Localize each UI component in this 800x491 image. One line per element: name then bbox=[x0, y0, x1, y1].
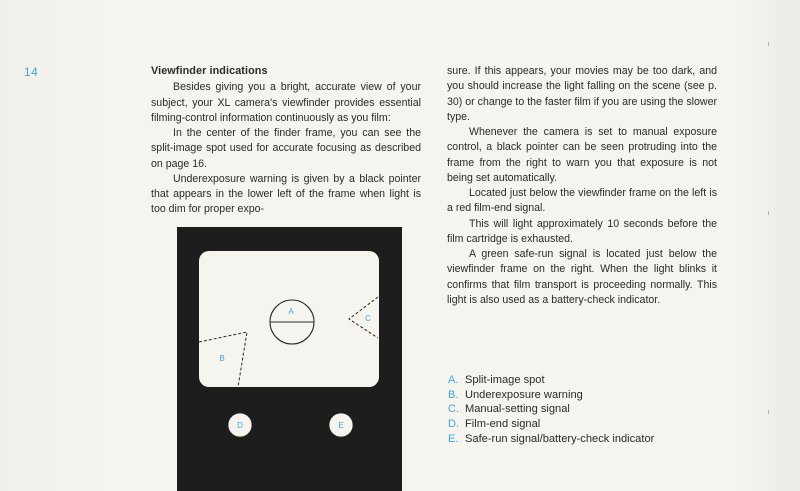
viewfinder-illustration bbox=[177, 227, 402, 491]
legend-letter-d: D. bbox=[448, 418, 460, 431]
legend-label-e: Safe-run signal/battery-check indicator bbox=[465, 432, 655, 445]
manual-exposure-paragraph: Whenever the camera is set to manual exposure control, a black pointer can be seen protruding into the frame from the right to warn you that exposure is not being set automatically. bbox=[447, 126, 717, 184]
split-image-paragraph: In the center of the finder frame, you can see the split-image spot used for accurate focusing as described on page 16. bbox=[151, 127, 421, 170]
safe-run-signal bbox=[329, 413, 353, 437]
intro-paragraph: Besides giving you a bright, accurate view of your subject, your XL camera's viewfinder provides essential filming-control information continuously as you film: bbox=[151, 81, 421, 124]
safe-run-paragraph: A green safe-run signal is located just below the viewfinder frame on the right. When the light blinks it confirms that film transport is proceeding normally. This light is also used as a battery-check indicator. bbox=[447, 248, 717, 306]
legend-letter-b: B. bbox=[448, 388, 459, 401]
legend-label-b: Underexposure warning bbox=[465, 388, 583, 401]
page-edge-mark bbox=[768, 211, 769, 215]
page-number: 14 bbox=[24, 65, 39, 79]
diagram-legend bbox=[448, 373, 718, 447]
marker-a-label: A bbox=[288, 307, 294, 316]
film-end-signal bbox=[228, 413, 252, 437]
section-heading: Viewfinder indications bbox=[151, 65, 268, 77]
page-edge-mark bbox=[768, 410, 769, 414]
page-edge-mark bbox=[768, 42, 769, 46]
legend-label-d: Film-end signal bbox=[465, 418, 541, 431]
viewfinder-diagram bbox=[177, 227, 402, 491]
underexposure-paragraph: Underexposure warning is given by a black pointer that appears in the lower left of the frame when light is too dim for proper expo- bbox=[151, 172, 421, 216]
legend-item-c bbox=[448, 402, 718, 417]
legend-item-b bbox=[448, 388, 718, 403]
legend-label-a: Split-image spot bbox=[465, 374, 545, 386]
film-end-timing-paragraph: This will light approximately 10 seconds before the film cartridge is exhausted. bbox=[447, 217, 717, 245]
marker-e-label: E bbox=[338, 421, 344, 430]
legend-label-c: Manual-setting signal bbox=[465, 403, 570, 416]
marker-b-label: B bbox=[219, 354, 225, 363]
legend-letter-a: A. bbox=[448, 374, 459, 386]
marker-d-label: D bbox=[237, 421, 243, 430]
left-column bbox=[151, 64, 421, 218]
right-column bbox=[447, 64, 717, 308]
viewfinder-screen bbox=[199, 251, 379, 387]
film-end-paragraph: Located just below the viewfinder frame on the left is a red film-end signal. bbox=[447, 187, 717, 215]
legend-item-a bbox=[448, 373, 718, 388]
legend-item-e bbox=[448, 432, 718, 447]
underexposure-continued-paragraph: sure. If this appears, your movies may be too dark, and you should increase the light falling on the scene (see p. 30) or change to the faster film if you are using the slower type. bbox=[447, 65, 717, 123]
legend-letter-e: E. bbox=[448, 432, 459, 445]
marker-c-label: C bbox=[365, 314, 371, 323]
legend-letter-c: C. bbox=[448, 403, 460, 416]
legend-item-d bbox=[448, 417, 718, 432]
